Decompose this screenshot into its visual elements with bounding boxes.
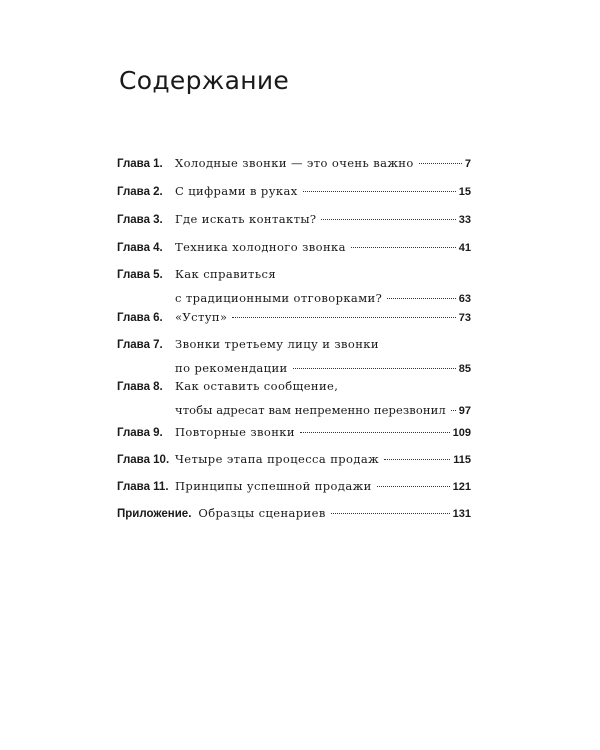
chapter-title: Четыре этапа процесса продаж xyxy=(175,452,380,466)
chapter-title: Как оставить сообщение, xyxy=(175,379,339,393)
toc-entry-chapter-5[interactable] xyxy=(117,262,471,310)
chapter-title: С цифрами в руках xyxy=(175,184,298,198)
chapter-label: Глава 4. xyxy=(117,242,163,254)
chapter-label: Глава 2. xyxy=(117,186,163,198)
chapter-label: Глава 5. xyxy=(117,269,163,281)
page-number: 33 xyxy=(458,214,471,226)
chapter-title: «Уступ» xyxy=(175,310,228,324)
chapter-title: Повторные звонки xyxy=(175,425,295,439)
chapter-label: Глава 8. xyxy=(117,381,163,393)
chapter-title: Принципы успешной продажи xyxy=(175,479,372,493)
toc-entry-chapter-10[interactable] xyxy=(117,447,471,471)
chapter-label: Глава 10. xyxy=(117,454,170,466)
page-number: 109 xyxy=(452,427,471,439)
chapter-title-continued: с традиционными отговорками? xyxy=(175,291,383,305)
page-number: 131 xyxy=(452,508,471,520)
chapter-title-continued: чтобы адресат вам непременно перезвонил xyxy=(175,403,446,417)
dot-leader xyxy=(303,190,456,192)
toc-entry-chapter-8[interactable] xyxy=(117,374,471,422)
page-number: 41 xyxy=(458,242,471,254)
page-number: 85 xyxy=(458,363,471,375)
page-title: Содержание xyxy=(119,66,290,95)
chapter-title: Где искать контакты? xyxy=(175,212,317,226)
chapter-title: Холодные звонки — это очень важно xyxy=(175,156,414,170)
chapter-label: Глава 6. xyxy=(117,312,163,324)
toc-entry-chapter-6[interactable] xyxy=(117,305,471,329)
dot-leader xyxy=(232,316,455,318)
chapter-label: Глава 11. xyxy=(117,481,169,493)
page-number: 121 xyxy=(452,481,471,493)
chapter-title: Звонки третьему лицу и звонки xyxy=(175,337,379,351)
page-number: 63 xyxy=(458,293,471,305)
appendix-label: Приложение. xyxy=(117,508,192,520)
chapter-title: Техника холодного звонка xyxy=(175,240,346,254)
page-number: 15 xyxy=(458,186,471,198)
dot-leader xyxy=(384,458,450,460)
toc-entry-chapter-11[interactable] xyxy=(117,474,471,498)
chapter-title: Как справиться xyxy=(175,267,276,281)
toc-entry-chapter-7[interactable] xyxy=(117,332,471,380)
toc-entry-chapter-9[interactable] xyxy=(117,420,471,444)
dot-leader xyxy=(300,431,450,433)
dot-leader xyxy=(377,485,450,487)
toc-entry-chapter-3[interactable] xyxy=(117,207,471,231)
dot-leader xyxy=(451,409,456,411)
chapter-label: Глава 7. xyxy=(117,339,163,351)
toc-entry-chapter-2[interactable] xyxy=(117,179,471,203)
chapter-title-continued: по рекомендации xyxy=(175,361,288,375)
toc-entry-chapter-1[interactable] xyxy=(117,151,471,175)
toc-entry-appendix[interactable] xyxy=(117,501,471,525)
page-number: 7 xyxy=(464,158,471,170)
page-number: 115 xyxy=(453,454,471,466)
dot-leader xyxy=(293,367,456,369)
dot-leader xyxy=(419,162,462,164)
appendix-title: Образцы сценариев xyxy=(198,506,326,520)
page-number: 73 xyxy=(458,312,471,324)
dot-leader xyxy=(331,512,450,514)
page-number: 97 xyxy=(458,405,471,417)
dot-leader xyxy=(387,297,456,299)
dot-leader xyxy=(351,246,456,248)
chapter-label: Глава 1. xyxy=(117,158,163,170)
chapter-label: Глава 3. xyxy=(117,214,163,226)
chapter-label: Глава 9. xyxy=(117,427,163,439)
toc-entry-chapter-4[interactable] xyxy=(117,235,471,259)
dot-leader xyxy=(321,218,455,220)
